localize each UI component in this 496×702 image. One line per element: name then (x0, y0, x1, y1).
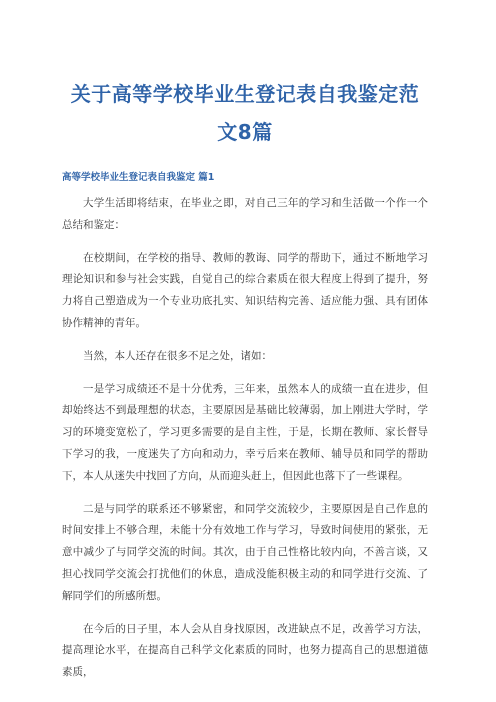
paragraph-3: 当然，本人还存在很多不足之处，诸如： (83, 349, 272, 362)
paragraph-6: 在今后的日子里，本人会从自身找原因，改进缺点不足，改善学习方法，提高理论水平，在提高自己科学文化素质的同时，也努力提高自己的思想道德素质， (62, 622, 428, 679)
paragraph-5: 二是与同学的联系还不够紧密，和同学交流较少，主要原因是自己作息的时间安排上不够合理，未能十分有效地工作与学习，导致时间使用的紧张，无意中减少了与同学交流的时间。其次，由于自己性格比较内向，不善言谈，又担心找同学交流会打扰他们的休息，造成没能积极主动的和同学进行交流、了解同学们的所感所想。 (62, 502, 428, 602)
section-heading: 高等学校毕业生登记表自我鉴定 篇1 (62, 172, 215, 183)
paragraph-2: 在校期间，在学校的指导、教师的教诲、同学的帮助下，通过不断地学习理论知识和参与社会实践，自觉自己的综合素质在很大程度上得到了提升，努力将自己塑造成为一个专业功底扎实、知识结构完善、适应能力强、具有团体协作精神的青年。 (62, 251, 428, 329)
paragraph-4: 一是学习成绩还不是十分优秀，三年来，虽然本人的成绩一直在进步，但却始终达不到最理想的状态，主要原因是基础比较薄弱，加上刚进大学时，学习的环境变宽松了，学习更多需要的是自主性，于是，长期在教师、家长督导下学习的我，一度迷失了方向和动力，幸亏后来在教师、辅导员和同学的帮助下，本人从迷失中找回了方向，从而迎头赶上，但因此也落下了一些课程。 (62, 382, 428, 482)
document-title: 关于高等学校毕业生登记表自我鉴定范文8篇 (70, 82, 420, 144)
paragraph-1: 大学生活即将结束，在毕业之即，对自己三年的学习和生活做一个作一个总结和鉴定： (62, 197, 428, 231)
